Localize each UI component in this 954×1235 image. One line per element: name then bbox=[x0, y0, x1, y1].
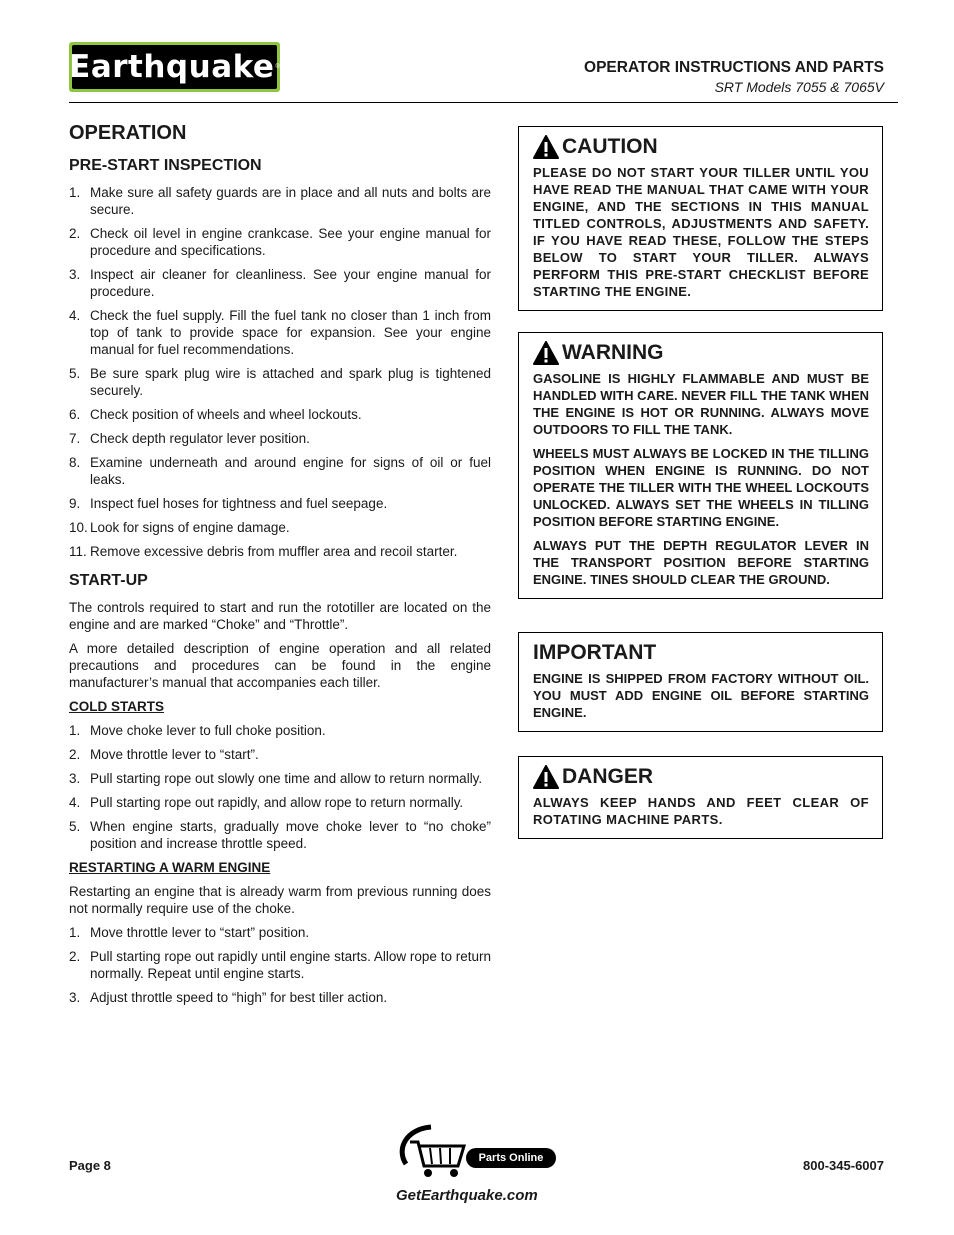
list-item bbox=[69, 543, 491, 560]
list-item-text: Check the fuel supply. Fill the fuel tank no closer than 1 inch from top of tank to provide space for expansion. See your engine manual for fuel recommendations. bbox=[90, 308, 491, 357]
list-item-number: 3. bbox=[69, 267, 81, 282]
header-divider bbox=[69, 102, 898, 103]
website-link[interactable]: GetEarthquake.com bbox=[396, 1187, 538, 1204]
caution-box bbox=[518, 126, 883, 311]
list-item-number: 7. bbox=[69, 431, 81, 446]
important-title: IMPORTANT bbox=[533, 641, 657, 664]
startup-heading: START-UP bbox=[69, 572, 148, 589]
list-item-number: 9. bbox=[69, 496, 81, 511]
list-item-number: 3. bbox=[69, 771, 81, 786]
list-item-number: 1. bbox=[69, 925, 81, 940]
list-item bbox=[69, 307, 491, 358]
warning-triangle-icon bbox=[533, 765, 559, 789]
list-item-text: Pull starting rope out slowly one time and allow to return normally. bbox=[90, 771, 483, 786]
phone-number: 800-345-6007 bbox=[803, 1158, 884, 1173]
list-item bbox=[69, 184, 491, 218]
list-item-number: 2. bbox=[69, 226, 81, 241]
list-item bbox=[69, 495, 491, 512]
list-item-text: Inspect air cleaner for cleanliness. See your engine manual for procedure. bbox=[90, 267, 491, 299]
warning-box bbox=[518, 332, 883, 599]
list-item-text: Look for signs of engine damage. bbox=[90, 520, 290, 535]
document-title: OPERATOR INSTRUCTIONS AND PARTS bbox=[584, 59, 884, 76]
warning-text: WHEELS MUST ALWAYS BE LOCKED IN THE TILLING POSITION WHEN ENGINE IS RUNNING. DO NOT OPERATE THE TILLER WITH THE WHEEL LOCKOUTS UNLOCKED. ALWAYS SET THE WHEELS IN TILLING POSITION BEFORE STARTING ENGINE. bbox=[533, 446, 869, 529]
list-item-text: Inspect fuel hoses for tightness and fuel seepage. bbox=[90, 496, 388, 511]
brand-logo: Earthquake ® bbox=[69, 42, 280, 92]
list-item-text: Check depth regulator lever position. bbox=[90, 431, 310, 446]
list-item bbox=[69, 818, 491, 852]
list-item-number: 11. bbox=[69, 544, 87, 559]
list-item bbox=[69, 430, 491, 447]
list-item bbox=[69, 948, 491, 982]
list-item-text: Make sure all safety guards are in place and all nuts and bolts are secure. bbox=[90, 185, 491, 217]
list-item-text: Pull starting rope out rapidly, and allow rope to return normally. bbox=[90, 795, 464, 810]
prestart-list bbox=[69, 184, 491, 560]
cold-starts-list bbox=[69, 722, 491, 852]
list-item-text: Move throttle lever to “start”. bbox=[90, 747, 259, 762]
list-item-text: Remove excessive debris from muffler area and recoil starter. bbox=[90, 544, 458, 559]
danger-box bbox=[518, 756, 883, 839]
warm-restart-heading: RESTARTING A WARM ENGINE bbox=[69, 860, 271, 875]
warning-text: ALWAYS PUT THE DEPTH REGULATOR LEVER IN THE TRANSPORT POSITION BEFORE STARTING ENGINE. TINES SHOULD CLEAR THE GROUND. bbox=[533, 538, 869, 587]
list-item-number: 1. bbox=[69, 723, 81, 738]
warm-restart-paragraph: Restarting an engine that is already warm from previous running does not normally require use of the choke. bbox=[69, 884, 491, 916]
list-item-text: Adjust throttle speed to “high” for best tiller action. bbox=[90, 990, 388, 1005]
important-box bbox=[518, 632, 883, 732]
warm-restart-list bbox=[69, 924, 491, 1006]
list-item-text: Examine underneath and around engine for signs of oil or fuel leaks. bbox=[90, 455, 491, 487]
list-item-number: 10. bbox=[69, 520, 88, 535]
list-item bbox=[69, 989, 491, 1006]
warning-triangle-icon bbox=[533, 341, 559, 365]
list-item bbox=[69, 225, 491, 259]
list-item-number: 5. bbox=[69, 366, 81, 381]
list-item bbox=[69, 519, 491, 536]
cold-starts-heading: COLD STARTS bbox=[69, 699, 164, 714]
list-item bbox=[69, 266, 491, 300]
caution-text: PLEASE DO NOT START YOUR TILLER UNTIL YOU HAVE READ THE MANUAL THAT CAME WITH YOUR ENGINE, AND THE SECTIONS IN THIS MANUAL TITLED CONTROLS, ADJUSTMENTS AND SAFETY. IF YOU HAVE READ THESE, FOLLOW THE STEPS BELOW TO START YOUR TILLER. ALWAYS PERFORM THIS PRE-START CHECKLIST BEFORE STARTING THE ENGINE. bbox=[533, 165, 869, 299]
list-item bbox=[69, 722, 491, 739]
danger-title: DANGER bbox=[562, 765, 654, 788]
caution-title: CAUTION bbox=[562, 135, 658, 158]
prestart-heading: PRE-START INSPECTION bbox=[69, 157, 262, 174]
list-item bbox=[69, 924, 491, 941]
list-item-text: When engine starts, gradually move choke lever to “no choke” position and increase throttle speed. bbox=[90, 819, 491, 851]
warning-title: WARNING bbox=[562, 341, 664, 364]
danger-text: ALWAYS KEEP HANDS AND FEET CLEAR OF ROTATING MACHINE PARTS. bbox=[533, 795, 869, 827]
list-item-text: Move throttle lever to “start” position. bbox=[90, 925, 310, 940]
document-subtitle: SRT Models 7055 & 7065V bbox=[714, 79, 884, 95]
page-number: Page 8 bbox=[69, 1158, 111, 1173]
list-item-text: Be sure spark plug wire is attached and spark plug is tightened securely. bbox=[90, 366, 491, 398]
list-item bbox=[69, 365, 491, 399]
list-item-number: 4. bbox=[69, 308, 81, 323]
list-item-number: 2. bbox=[69, 747, 81, 762]
list-item-number: 6. bbox=[69, 407, 81, 422]
list-item-number: 3. bbox=[69, 990, 81, 1005]
startup-paragraph: The controls required to start and run the rototiller are located on the engine and are marked “Choke” and “Throttle”. bbox=[69, 600, 491, 632]
operation-section bbox=[69, 122, 491, 1013]
list-item-number: 4. bbox=[69, 795, 81, 810]
list-item-text: Check oil level in engine crankcase. See your engine manual for procedure and specifications. bbox=[90, 226, 491, 258]
parts-online-badge[interactable]: Parts Online bbox=[466, 1148, 556, 1168]
warning-triangle-icon bbox=[533, 135, 559, 159]
list-item-text: Pull starting rope out rapidly until engine starts. Allow rope to return normally. Repeat until engine starts. bbox=[90, 949, 491, 981]
logo-text: Earthquake bbox=[69, 49, 275, 85]
list-item-text: Check position of wheels and wheel lockouts. bbox=[90, 407, 362, 422]
list-item-number: 8. bbox=[69, 455, 81, 470]
section-title: OPERATION bbox=[69, 122, 187, 144]
list-item-number: 5. bbox=[69, 819, 81, 834]
list-item bbox=[69, 406, 491, 423]
list-item bbox=[69, 746, 491, 763]
list-item bbox=[69, 770, 491, 787]
warning-text: GASOLINE IS HIGHLY FLAMMABLE AND MUST BE HANDLED WITH CARE. NEVER FILL THE TANK WHEN THE ENGINE IS HOT OR RUNNING. ALWAYS MOVE OUTDOORS TO FILL THE TANK. bbox=[533, 371, 869, 437]
list-item bbox=[69, 794, 491, 811]
list-item-text: Move choke lever to full choke position. bbox=[90, 723, 326, 738]
important-text: ENGINE IS SHIPPED FROM FACTORY WITHOUT OIL. YOU MUST ADD ENGINE OIL BEFORE STARTING ENGINE. bbox=[533, 671, 869, 720]
list-item-number: 1. bbox=[69, 185, 81, 200]
startup-paragraph: A more detailed description of engine operation and all related precautions and procedures can be found in the engine manufacturer’s manual that accompanies each tiller. bbox=[69, 641, 491, 690]
list-item bbox=[69, 454, 491, 488]
list-item-number: 2. bbox=[69, 949, 81, 964]
